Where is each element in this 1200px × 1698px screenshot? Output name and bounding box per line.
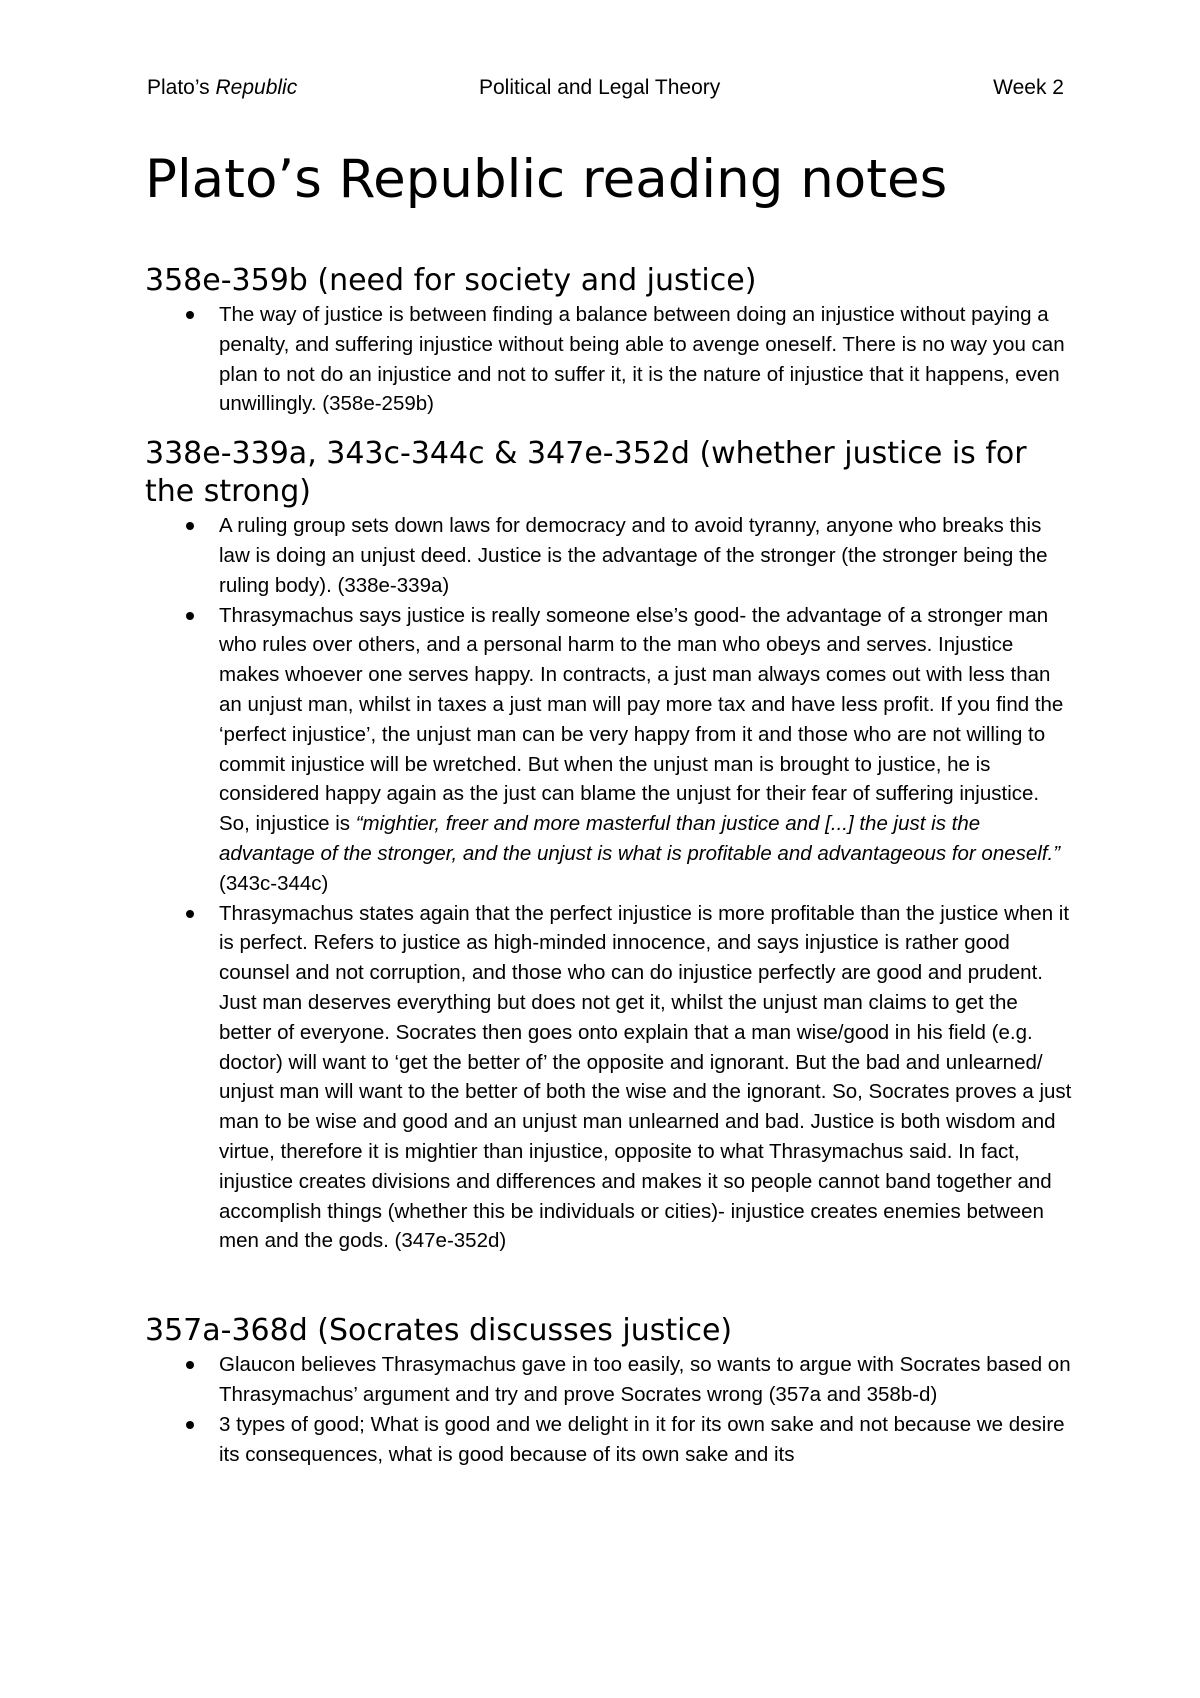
section-heading: 338e-339a, 343c-344c & 347e-352d (whether justice is for the strong) bbox=[145, 436, 1027, 510]
bullet-item bbox=[145, 1350, 1075, 1410]
bullet-icon bbox=[186, 1421, 194, 1429]
bullet-icon bbox=[186, 1361, 194, 1369]
bullet-text: 3 types of good; What is good and we delight in it for its own sake and not because we desire its consequences, what is good because of its own sake and its bbox=[219, 1412, 1065, 1466]
section-heading: 358e-359b (need for society and justice) bbox=[145, 263, 757, 298]
section-need-for-society bbox=[145, 262, 1075, 419]
bullet-item bbox=[145, 300, 1075, 419]
bullet-citation: (343c-344c) bbox=[219, 871, 329, 895]
section-socrates-discusses-justice bbox=[145, 1312, 1075, 1469]
bullet-icon bbox=[186, 910, 194, 918]
document-body bbox=[145, 262, 1075, 1469]
bullet-list bbox=[145, 1350, 1075, 1469]
bullet-item bbox=[145, 511, 1075, 600]
document-title: Plato’s Republic reading notes bbox=[145, 149, 948, 210]
bullet-list bbox=[145, 300, 1075, 419]
page-header bbox=[147, 74, 1064, 104]
bullet-text: Thrasymachus states again that the perfect injustice is more profitable than the justice when it is perfect. Refers to justice as high-minded innocence, and says injustice is rather good counsel and not corruption, and those who can do injustice perfectly are good and prudent. Just man deserves everything but does not get it, whilst the unjust man claims to get the better of everyone. Socrates then goes onto explain that a man wise/good in his field (e.g. doctor) will want to ‘get the better of’ the opposite and ignorant. But the bad and unlearned/ unjust man will want to the better of both the wise and the ignorant. So, Socrates proves a just man to be wise and good and an unjust man unlearned and bad. Justice is both wisdom and virtue, therefore it is mightier than injustice, opposite to what Thrasymachus said. In fact, injustice creates divisions and differences and makes it so people cannot band together and accomplish things (whether this be individuals or cities)- injustice creates enemies between men and the gods. (347e-352d) bbox=[219, 901, 1072, 1253]
header-left-italic: Republic bbox=[215, 76, 298, 99]
bullet-icon bbox=[186, 522, 194, 530]
bullet-item bbox=[145, 601, 1075, 899]
header-week: Week 2 bbox=[993, 76, 1064, 99]
bullet-text: Glaucon believes Thrasymachus gave in too easily, so wants to argue with Socrates based on Thrasymachus’ argument and try and prove Socrates wrong (357a and 358b-d) bbox=[219, 1353, 1071, 1406]
bullet-text: The way of justice is between finding a balance between doing an injustice without paying a penalty, and suffering injustice without being able to avenge oneself. There is no way you can plan to not do an injustice and not to suffer it, it is the nature of injustice that it happens, even unwillingly. (358e-259b) bbox=[219, 303, 1065, 416]
header-course-title: Political and Legal Theory bbox=[479, 76, 721, 99]
bullet-quote: “mightier, freer and more masterful than justice and [...] the just is the advantage of the stronger, and the unjust is what is profitable and advantageous for oneself.” bbox=[219, 812, 1061, 865]
header-left bbox=[147, 74, 297, 102]
bullet-item bbox=[145, 899, 1075, 1257]
bullet-list bbox=[145, 511, 1075, 1256]
bullet-text: Thrasymachus says justice is really someone else’s good- the advantage of a stronger man who rules over others, and a personal harm to the man who obeys and serves. Injustice makes whoever one serves happy. In contracts, a just man always comes out with less than an unjust man, whilst in taxes a just man will pay more tax and have less profit. If you find the ‘perfect injustice’, the unjust man can be very happy from it and those who are not willing to commit injustice will be wretched. But when the unjust man is brought to justice, he is considered happy again as the just can blame the unjust for their fear of suffering injustice. So, injustice is bbox=[219, 603, 1064, 836]
bullet-icon bbox=[186, 612, 194, 620]
header-left-prefix: Plato’s bbox=[147, 76, 216, 99]
bullet-text: A ruling group sets down laws for democracy and to avoid tyranny, anyone who breaks this law is doing an unjust deed. Justice is the advantage of the stronger (the stronger being the ruling body). (338e-339a) bbox=[219, 514, 1048, 597]
section-justice-for-strong bbox=[145, 435, 1075, 1256]
bullet-icon bbox=[186, 311, 194, 319]
bullet-item bbox=[145, 1410, 1075, 1470]
section-heading: 357a-368d (Socrates discusses justice) bbox=[145, 1313, 733, 1349]
